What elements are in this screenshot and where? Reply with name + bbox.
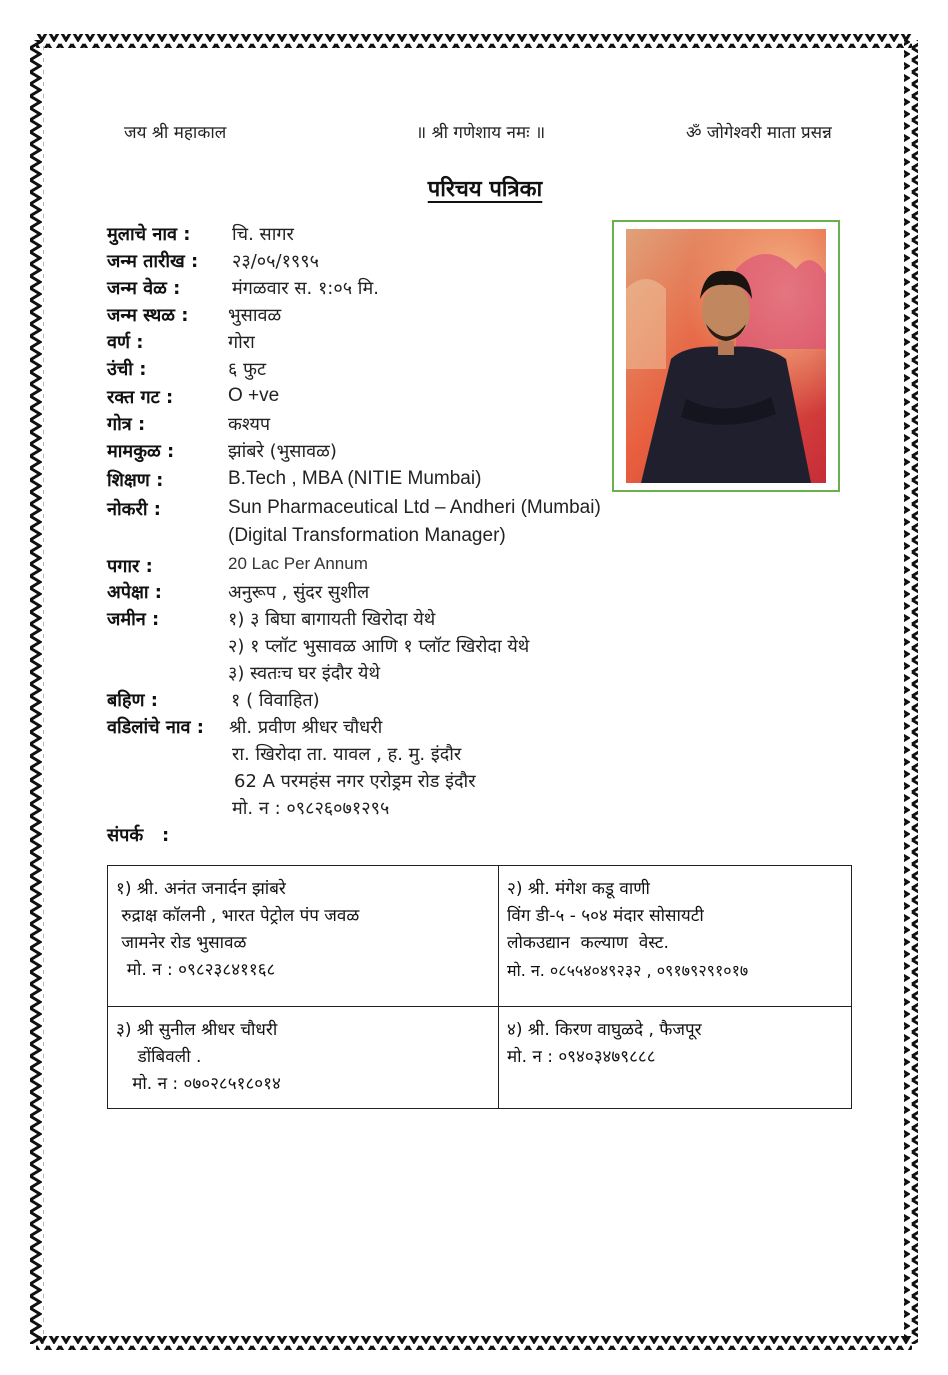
detail-value: श्री. प्रवीण श्रीधर चौधरी [229, 717, 383, 738]
detail-label: नोकरी : [107, 499, 161, 520]
detail-label: अपेक्षा : [107, 582, 163, 603]
table-row [108, 866, 852, 1007]
detail-label: वर्ण : [107, 332, 144, 353]
detail-value: B.Tech , MBA (NITIE Mumbai) [228, 468, 482, 489]
detail-value: १) ३ बिघा बागायती खिरोदा येथे [228, 609, 436, 630]
contact-line: मो. न : ०९८२३८४११६८ [116, 960, 276, 980]
contact-cell [108, 1007, 499, 1109]
detail-label: उंची : [107, 359, 147, 380]
detail-value: २) १ प्लॉट भुसावळ आणि १ प्लॉट खिरोदा येथे [228, 636, 530, 657]
detail-value: ६ फुट [228, 359, 267, 380]
detail-label: जमीन : [107, 609, 160, 630]
contact-line: मो. न : ०९४०३४७९८८८ [507, 1047, 656, 1067]
contact-line: ४) श्री. किरण वाघुळदे , फैजपूर [507, 1020, 702, 1040]
detail-label: शिक्षण : [107, 470, 164, 491]
detail-label: जन्म स्थळ : [107, 305, 189, 326]
header-left-text: जय श्री महाकाल [124, 123, 227, 143]
detail-label: जन्म तारीख : [107, 251, 199, 272]
detail-value: २३/०५/१९९५ [232, 251, 320, 272]
header-right-text: ॐ जोगेश्वरी माता प्रसन्न [686, 123, 832, 143]
contact-line: २) श्री. मंगेश कडू वाणी [507, 879, 650, 899]
contact-line: मो. न : ०७०२८५१८०१४ [116, 1074, 281, 1094]
detail-label: वडिलांचे नाव : [107, 717, 204, 738]
detail-value: १ ( विवाहित) [231, 690, 320, 711]
detail-label: मुलाचे नाव : [107, 224, 191, 245]
contact-line: डोंबिवली . [116, 1047, 202, 1067]
contact-line: १) श्री. अनंत जनार्दन झांबरे [116, 879, 286, 899]
detail-value: गोरा [228, 332, 255, 353]
detail-value: भुसावळ [228, 305, 282, 326]
contact-cell [499, 866, 852, 1007]
detail-value: रा. खिरोदा ता. यावल , ह. मु. इंदौर [232, 744, 462, 765]
page-title: परिचय पत्रिका [427, 177, 543, 202]
detail-label: संपर्क : [107, 825, 170, 846]
table-row [108, 1007, 852, 1109]
detail-value: मो. न : ०९८२६०७१२९५ [232, 798, 390, 819]
contact-line: मो. न. ०८५५४०४९२३२ , ०९१७९२९१०१७ [507, 961, 749, 980]
contact-line: जामनेर रोड भुसावळ [116, 933, 247, 953]
contact-line: विंग डी-५ - ५०४ मंदार सोसायटी [507, 906, 704, 926]
detail-value: ३) स्वतःच घर इंदौर येथे [228, 663, 380, 684]
detail-value: 62 A परमहंस नगर एरोड्रम रोड इंदौर [234, 771, 476, 792]
header-center-text: ॥ श्री गणेशाय नमः ॥ [416, 123, 546, 143]
contact-line: ३) श्री सुनील श्रीधर चौधरी [116, 1020, 278, 1040]
detail-value: झांबरे (भुसावळ) [228, 441, 337, 462]
profile-photo [626, 229, 826, 483]
detail-value: अनुरूप , सुंदर सुशील [228, 582, 370, 603]
detail-value: O +ve [228, 385, 280, 406]
detail-value: Sun Pharmaceutical Ltd – Andheri (Mumbai) [228, 497, 601, 518]
detail-label: मामकुळ : [107, 441, 175, 462]
detail-value: (Digital Transformation Manager) [228, 525, 506, 546]
detail-label: पगार : [107, 556, 153, 577]
contact-cell [108, 866, 499, 1007]
detail-value: कश्यप [228, 414, 271, 435]
detail-value: मंगळवार स. १:०५ मि. [232, 278, 379, 299]
contact-line: लोकउद्यान कल्याण वेस्ट. [507, 933, 669, 953]
contact-line: रुद्राक्ष कॉलनी , भारत पेट्रोल पंप जवळ [116, 906, 360, 926]
detail-label: जन्म वेळ : [107, 278, 181, 299]
detail-label: बहिण : [107, 690, 158, 711]
detail-label: रक्त गट : [107, 387, 174, 408]
contacts-table [107, 865, 852, 1109]
profile-photo-frame [612, 220, 840, 492]
detail-label: गोत्र : [107, 414, 146, 435]
detail-value: चि. सागर [232, 224, 294, 245]
detail-value: 20 Lac Per Annum [228, 554, 368, 573]
contact-cell [499, 1007, 852, 1109]
